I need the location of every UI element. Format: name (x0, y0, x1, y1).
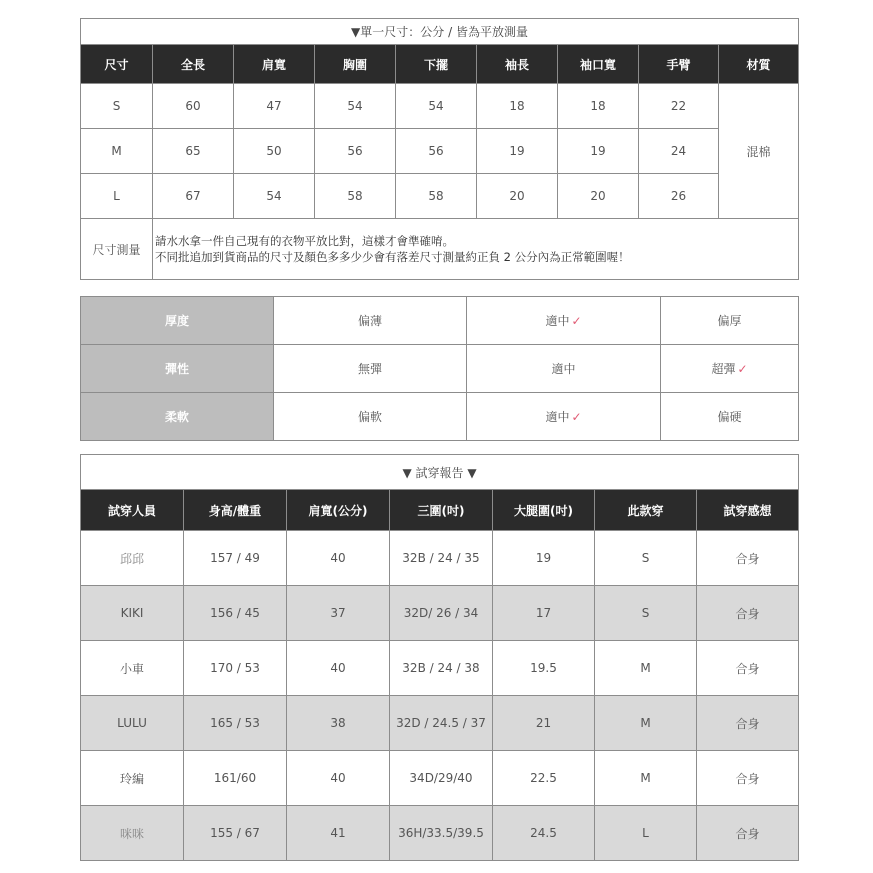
size-cell: 18 (477, 84, 558, 129)
fit-cell: 邱邱 (81, 531, 184, 586)
table-row (81, 531, 799, 586)
feel-row-elasticity (81, 345, 799, 393)
fit-cell: 34D/29/40 (390, 751, 493, 806)
size-cell: 26 (639, 174, 719, 219)
fit-cell: 22.5 (493, 751, 595, 806)
size-cell: 60 (153, 84, 234, 129)
fit-cell: 合身 (697, 806, 799, 861)
table-row (81, 806, 799, 861)
fit-cell: 合身 (697, 696, 799, 751)
size-cell: 54 (315, 84, 396, 129)
fit-cell: 24.5 (493, 806, 595, 861)
feel-option (274, 393, 467, 441)
feel-option-label: 偏厚 (717, 314, 742, 328)
fit-cell: 合身 (697, 751, 799, 806)
fit-cell: 156 / 45 (184, 586, 287, 641)
size-cell: 47 (234, 84, 315, 129)
fit-cell: 170 / 53 (184, 641, 287, 696)
size-chart-table (80, 18, 799, 280)
size-header-material: 材質 (719, 45, 799, 84)
size-cell: 58 (315, 174, 396, 219)
feel-option (467, 345, 661, 393)
feel-option-label: 偏薄 (357, 314, 382, 328)
size-cell: 67 (153, 174, 234, 219)
fit-cell: 157 / 49 (184, 531, 287, 586)
fit-cell: M (595, 751, 697, 806)
fit-header-size-worn: 此款穿 (595, 490, 697, 531)
material-value: 混棉 (719, 84, 799, 219)
feel-option (274, 345, 467, 393)
fit-cell: 合身 (697, 531, 799, 586)
fit-cell: 32D/ 26 / 34 (390, 586, 493, 641)
feel-option-label: 適中 (545, 314, 570, 328)
fit-cell: 19.5 (493, 641, 595, 696)
size-header-cuff-width: 袖口寬 (558, 45, 639, 84)
size-header-shoulder: 肩寬 (234, 45, 315, 84)
size-cell: 20 (477, 174, 558, 219)
size-cell: L (81, 174, 153, 219)
size-header-chest: 胸圍 (315, 45, 396, 84)
measurement-note (153, 219, 799, 280)
fit-header-thigh: 大腿圍(吋) (493, 490, 595, 531)
feel-attr-thickness: 厚度 (81, 297, 274, 345)
fabric-feel-table (80, 296, 799, 441)
fit-cell: 38 (287, 696, 390, 751)
feel-row-softness (81, 393, 799, 441)
fit-cell: 21 (493, 696, 595, 751)
size-cell: 24 (639, 129, 719, 174)
size-row-m (81, 129, 799, 174)
size-cell: 22 (639, 84, 719, 129)
size-cell: 20 (558, 174, 639, 219)
fit-cell: 32B / 24 / 35 (390, 531, 493, 586)
feel-attr-elasticity: 彈性 (81, 345, 274, 393)
size-cell: 56 (315, 129, 396, 174)
size-header-hem: 下擺 (396, 45, 477, 84)
check-mark-icon: ✓ (737, 362, 748, 376)
fit-cell: S (595, 586, 697, 641)
fit-cell: M (595, 696, 697, 751)
check-mark-icon: ✓ (571, 410, 582, 424)
feel-attr-softness: 柔軟 (81, 393, 274, 441)
table-row (81, 751, 799, 806)
size-cell: M (81, 129, 153, 174)
size-header-size: 尺寸 (81, 45, 153, 84)
size-cell: 50 (234, 129, 315, 174)
measurement-note-line-1: 請水水拿一件自己現有的衣物平放比對，這樣才會準確唷。 (155, 234, 454, 248)
fit-cell: 咪咪 (81, 806, 184, 861)
measurement-note-label: 尺寸測量 (81, 219, 153, 280)
fit-cell: 161/60 (184, 751, 287, 806)
feel-option-label: 超彈 (711, 362, 736, 376)
fit-cell: 合身 (697, 641, 799, 696)
fit-cell: S (595, 531, 697, 586)
size-header-length: 全長 (153, 45, 234, 84)
table-row (81, 586, 799, 641)
fit-cell: 40 (287, 751, 390, 806)
fit-cell: 合身 (697, 586, 799, 641)
feel-option-label: 偏硬 (717, 410, 742, 424)
size-row-l (81, 174, 799, 219)
measurement-note-row (81, 219, 799, 280)
size-cell: 18 (558, 84, 639, 129)
size-cell: 58 (396, 174, 477, 219)
size-header-sleeve-length: 袖長 (477, 45, 558, 84)
feel-option (661, 345, 799, 393)
fit-cell: 40 (287, 531, 390, 586)
fit-cell: M (595, 641, 697, 696)
fit-cell: KIKI (81, 586, 184, 641)
size-cell: 54 (396, 84, 477, 129)
fit-cell: 19 (493, 531, 595, 586)
size-cell: 19 (477, 129, 558, 174)
feel-option (661, 393, 799, 441)
size-cell: 19 (558, 129, 639, 174)
size-cell: 65 (153, 129, 234, 174)
feel-option-label: 偏軟 (357, 410, 382, 424)
fit-report-table (80, 454, 799, 861)
fit-cell: LULU (81, 696, 184, 751)
fit-cell: 37 (287, 586, 390, 641)
fit-cell: 32D / 24.5 / 37 (390, 696, 493, 751)
fit-cell: 36H/33.5/39.5 (390, 806, 493, 861)
size-cell: 56 (396, 129, 477, 174)
feel-row-thickness (81, 297, 799, 345)
feel-option-label: 適中 (545, 410, 570, 424)
fit-cell: 41 (287, 806, 390, 861)
fit-cell: 32B / 24 / 38 (390, 641, 493, 696)
table-row (81, 696, 799, 751)
fit-report-caption: ▼ 試穿報告 ▼ (81, 455, 799, 490)
fit-cell: 40 (287, 641, 390, 696)
fit-cell: L (595, 806, 697, 861)
feel-option (467, 393, 661, 441)
size-cell: S (81, 84, 153, 129)
size-chart-caption: ▼單一尺寸：公分 / 皆為平放測量 (81, 19, 799, 45)
feel-option-label: 適中 (551, 362, 576, 376)
feel-option-label: 無彈 (357, 362, 382, 376)
fit-cell: 17 (493, 586, 595, 641)
size-cell: 54 (234, 174, 315, 219)
table-row (81, 641, 799, 696)
fit-header-shoulder: 肩寬(公分) (287, 490, 390, 531)
check-mark-icon: ✓ (571, 314, 582, 328)
fit-header-measurements: 三圍(吋) (390, 490, 493, 531)
feel-option (467, 297, 661, 345)
fit-cell: 155 / 67 (184, 806, 287, 861)
feel-option (274, 297, 467, 345)
fit-cell: 165 / 53 (184, 696, 287, 751)
fit-header-height-weight: 身高/體重 (184, 490, 287, 531)
fit-cell: 玲編 (81, 751, 184, 806)
fit-header-model: 試穿人員 (81, 490, 184, 531)
fit-cell: 小車 (81, 641, 184, 696)
measurement-note-line-2: 不同批追加到貨商品的尺寸及顏色多多少少會有落差尺寸測量約正負 2 公分內為正常範圍喔！ (155, 250, 630, 264)
size-header-arm: 手臂 (639, 45, 719, 84)
feel-option (661, 297, 799, 345)
fit-header-feedback: 試穿感想 (697, 490, 799, 531)
size-row-s (81, 84, 799, 129)
